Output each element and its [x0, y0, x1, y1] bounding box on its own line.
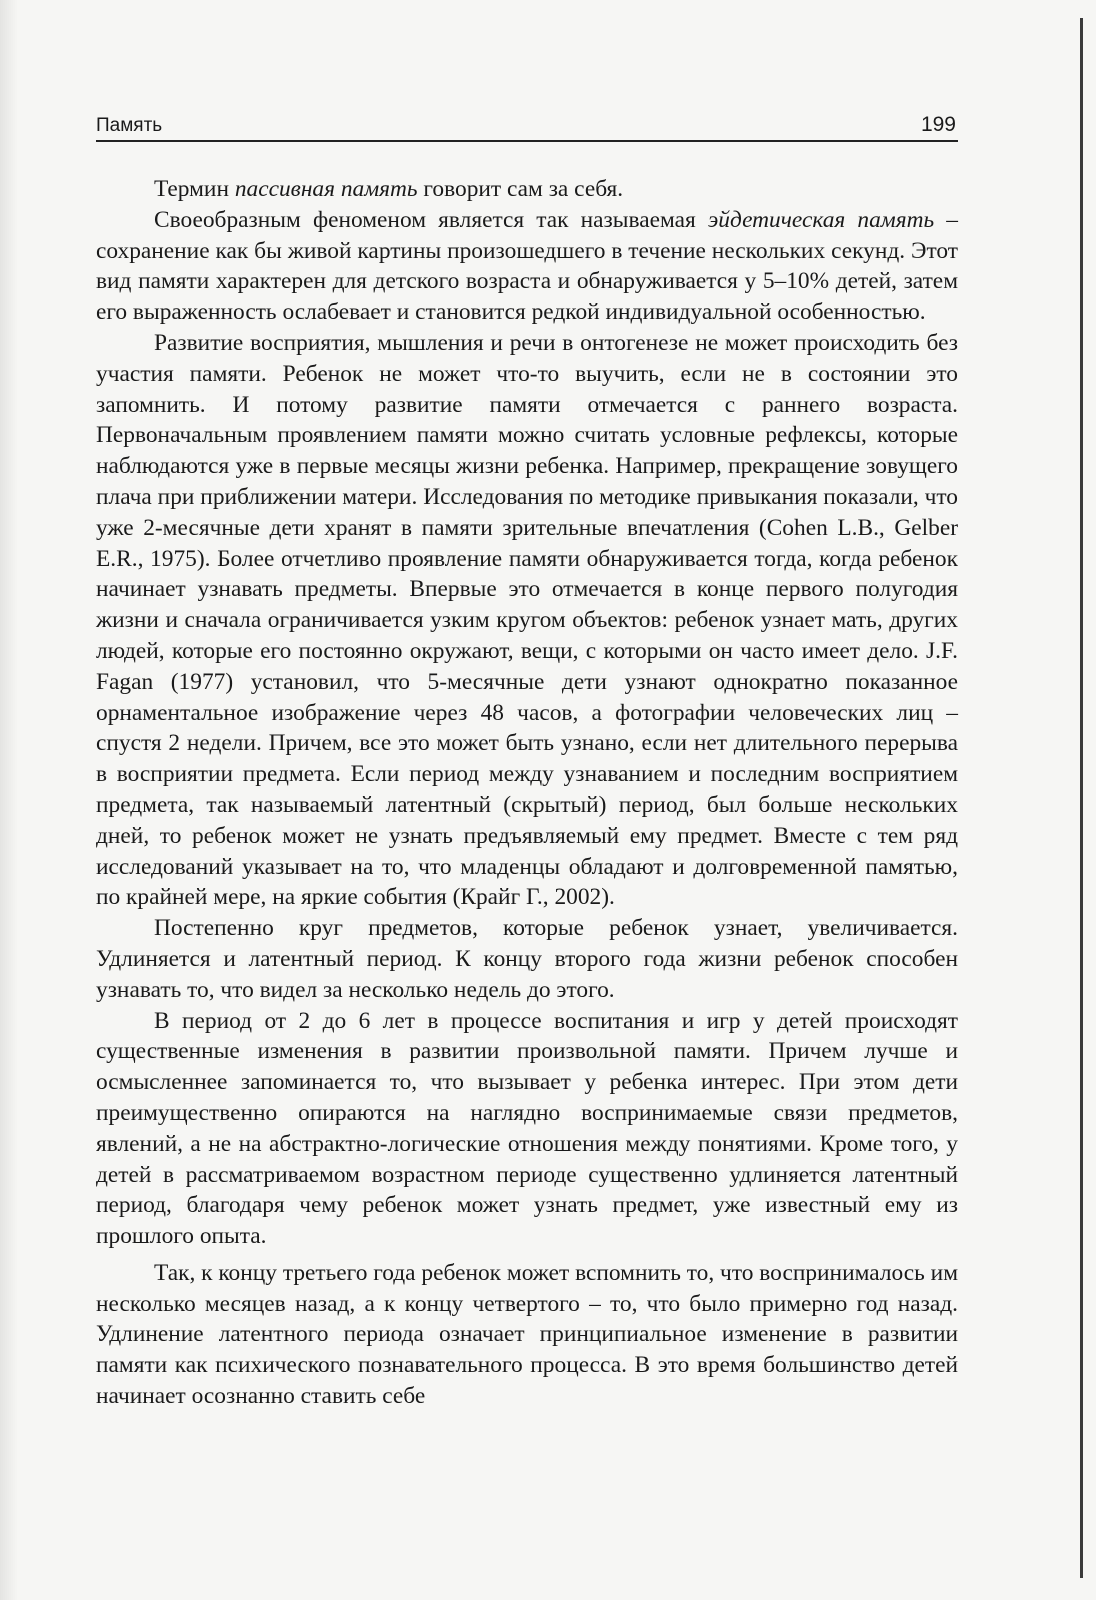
paragraph-6: Так, к концу третьего года ребенок может вспомнить то, что воспринималось им несколько месяцев назад, а к концу четвертого – то, что было примерно год назад. Удлинение латентного периода означает принципиальное изменение в развитии памяти как психического познавательного процесса. В это время большинство детей начинает осознанно ставить себе — [96, 1259, 958, 1410]
scan-shadow-left — [0, 0, 18, 1600]
term-eidetic-memory: эйдетическая память — [707, 206, 935, 233]
paragraph-1-text-before: Термин — [154, 176, 235, 202]
paragraph-2-text-before: Своеобразным феноменом является так называемая — [154, 206, 708, 233]
paragraph-2-text-after: – сохранение как бы живой картины произошедшего в течение нескольких секунд. Этот вид памяти характерен для детского возраста и обнаруживается у 5–10% детей, затем его выраженность ослабевает и становится редкой индивидуальной особенностью. — [96, 206, 958, 326]
paragraph-1 — [96, 174, 958, 205]
paragraph-4: Постепенно круг предметов, которые ребенок узнает, увеличивается. Удлиняется и латентный период. К концу второго года жизни ребенок способен узнавать то, что видел за несколько недель до этого. — [96, 915, 958, 1003]
paragraph-3: Развитие восприятия, мышления и речи в онтогенезе не может происходить без участия памяти. Ребенок не может что-то выучить, если не в состоянии это запомнить. И потому развитие памяти отмечается с раннего возраста. Первоначальным проявлением памяти можно считать условные рефлексы, которые наблюдаются уже в первые месяцы жизни ребенка. Например, прекращение зовущего плача при приближении матери. Исследования по методике привыкания показали, что уже 2-месячные дети хранят в памяти зрительные впечатления (Cohen L.B., Gelber E.R., 1975). Более отчетливо проявление памяти обнаруживается тогда, когда ребенок начинает узнавать предметы. Впервые это отмечается в конце первого полугодия жизни и сначала ограничивается узким кругом объектов: ребенок узнает мать, других людей, которые его постоянно окружают, вещи, с которыми он часто имеет дело. J.F. Fagan (1977) установил, что 5-месячные дети узнают однократно показанное орнаментальное изображение через 48 часов, а фотографии человеческих лиц – спустя 2 недели. Причем, все это может быть узнано, если нет длительного перерыва в восприятии предмета. Если период между узнаванием и последним восприятием предмета, так называемый латентный (скрытый) период, был больше нескольких дней, то ребенок может не узнать предъявляемый ему предмет. Вместе с тем ряд исследований указывает на то, что младенцы обладают и долговременной памятью, по крайней мере, на яркие события (Крайг Г., 2002). — [96, 329, 958, 911]
paragraph-5: В период от 2 до 6 лет в процессе воспитания и игр у детей происходят существенные изменения в развитии произвольной памяти. Причем лучше и осмысленнее запоминается то, что вызывает у ребенка интерес. При этом дети преимущественно опираются на наглядно воспринимаемые связи предметов, явлений, а не на абстрактно-логические отношения между понятиями. Кроме того, у детей в рассматриваемом возрастном периоде существенно удлиняется латентный период, благодаря чему ребенок может узнать предмет, уже известный ему из прошлого опыта. — [96, 1007, 958, 1250]
page-number: 199 — [920, 113, 956, 136]
paragraph-1-text-after: говорит сам за себя. — [417, 176, 624, 202]
term-passive-memory: пассивная память — [234, 176, 418, 202]
paragraph-2 — [96, 205, 958, 328]
page-header — [96, 110, 958, 142]
body-text — [96, 174, 958, 1412]
running-title: Память — [96, 115, 163, 136]
scan-binding-line — [1080, 18, 1083, 1578]
